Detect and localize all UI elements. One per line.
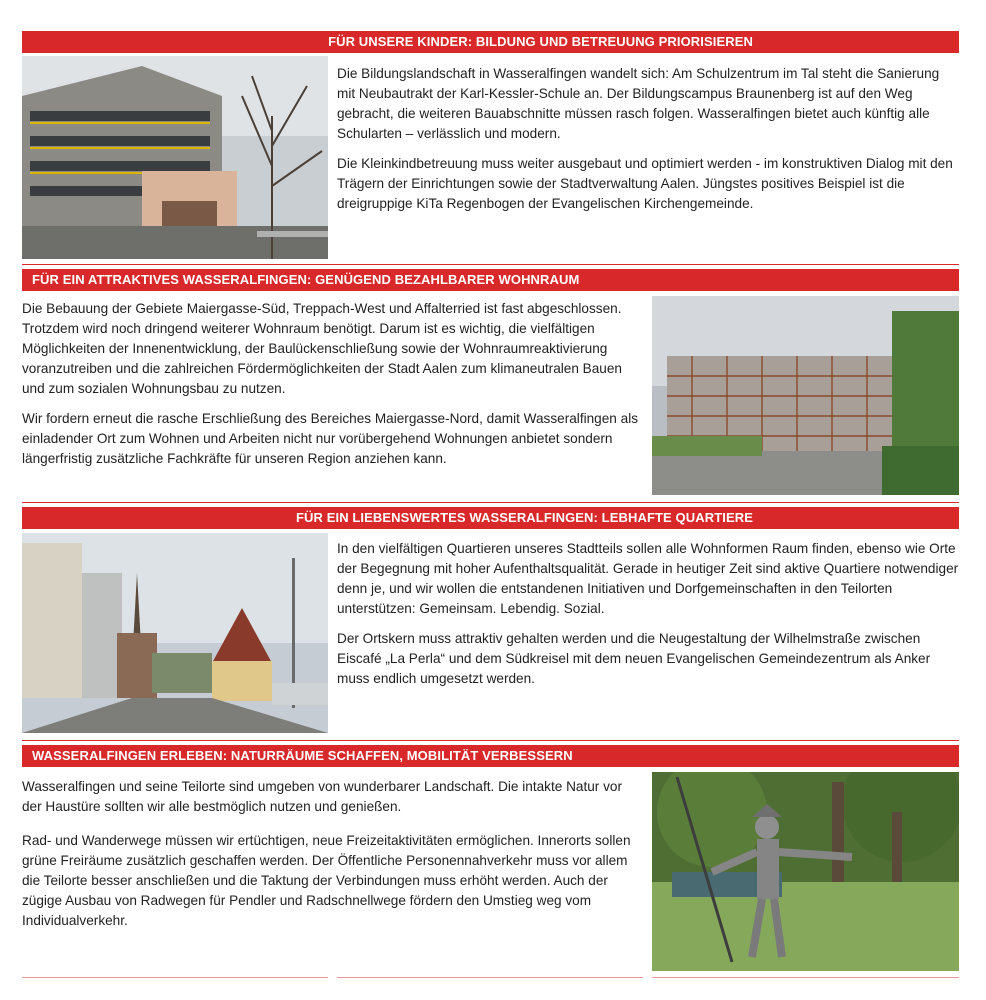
- section-housing: [22, 269, 959, 499]
- section-quarters: [22, 507, 959, 737]
- section-divider: [22, 264, 959, 265]
- section-text: [22, 777, 640, 941]
- section-text: [337, 539, 959, 699]
- section-text: [22, 299, 640, 479]
- park-statue-photo: [652, 772, 959, 971]
- footer-divider-middle: [337, 977, 643, 978]
- section-heading: FÜR EIN ATTRAKTIVES WASSERALFINGEN: GENÜGEND BEZAHLBARER WOHNRAUM: [22, 269, 959, 291]
- construction-site-photo: [652, 296, 959, 495]
- section-text: [337, 64, 959, 224]
- footer-divider-right: [652, 977, 959, 978]
- paragraph: Die Kleinkindbetreuung muss weiter ausgebaut und optimiert werden - im konstruktiven Dialog mit den Trägern der Einrichtungen sowie der Stadtverwaltung Aalen. Jüngstes positives Beispiel ist die dreigruppige KiTa Regenbogen der Evangelischen Kirchengemeinde.: [337, 156, 953, 211]
- paragraph: Die Bildungslandschaft in Wasseralfingen wandelt sich: Am Schulzentrum im Tal steht die Sanierung mit Neubautrakt der Karl-Kessler-Schule an. Der Bildungscampus Braunenberg ist auf den Weg gebracht, die weiteren Bauabschnitte müssen rasch folgen. Wasseralfingen bietet auch künftig alle Schularten – verlässlich und modern.: [337, 66, 940, 141]
- section-nature: [22, 745, 959, 975]
- paragraph: Wasseralfingen und seine Teilorte sind umgeben von wunderbarer Landschaft. Die intakte Natur vor der Haustüre sollten wir alle bestmöglich nutzen und genießen.: [22, 779, 622, 814]
- section-divider: [22, 740, 959, 741]
- paragraph: Die Bebauung der Gebiete Maiergasse-Süd, Treppach-West und Affalterried ist fast abgeschlossen. Trotzdem wird noch dringend weiterer Wohnraum benötigt. Darum ist es wichtig, die vielfältigen Möglichkeiten der Innenentwicklung, der Baulückenschließung sowie der Wohnraumreaktivierung voranzutreiben und die zahlreichen Fördermöglichkeiten der Stadt Aalen zum klimaneutralen Bauen und zum sozialen Wohnungsbau zu nutzen.: [22, 301, 622, 396]
- section-heading: WASSERALFINGEN ERLEBEN: NATURRÄUME SCHAFFEN, MOBILITÄT VERBESSERN: [22, 745, 959, 767]
- paragraph: Der Ortskern muss attraktiv gehalten werden und die Neugestaltung der Wilhelmstraße zwischen Eiscafé „La Perla“ und dem Südkreisel mit dem neuen Evangelischen Gemeindezentrum als Anker muss endlich umgesetzt werden.: [337, 631, 931, 686]
- school-building-photo: [22, 56, 328, 259]
- section-heading: FÜR EIN LIEBENSWERTES WASSERALFINGEN: LEBHAFTE QUARTIERE: [22, 507, 959, 529]
- section-education: [22, 31, 959, 263]
- paragraph: In den vielfältigen Quartieren unseres Stadtteils sollen alle Wohnformen Raum finden, ebenso wie Orte der Begegnung mit hoher Aufenthaltsqualität. Gerade in heutiger Zeit sind aktive Quartiere notwendiger denn je, und wir wollen die entstandenen Initiativen und Dorfgemeinschaften in den Teilorten unterstützen: Gemeinsam. Lebendig. Sozial.: [337, 541, 959, 616]
- section-divider: [22, 502, 959, 503]
- street-church-photo: [22, 533, 328, 733]
- paragraph: Wir fordern erneut die rasche Erschließung des Bereiches Maiergasse-Nord, damit Wasseralfingen als einladender Ort zum Wohnen und Arbeiten nicht nur vorübergehend Wohnungen anbietet sondern längerfristig zusätzliche Fachkräfte für unseren Region anziehen kann.: [22, 411, 639, 466]
- section-heading: FÜR UNSERE KINDER: BILDUNG UND BETREUUNG PRIORISIEREN: [22, 31, 959, 53]
- footer-divider-left: [22, 977, 328, 978]
- paragraph: Rad- und Wanderwege müssen wir ertüchtigen, neue Freizeitaktivitäten ermöglichen. Innerorts sollen grüne Freiräume zusätzlich geschaffen werden. Der Öffentliche Personennahverkehr muss vor allem die Teilorte besser anschließen und die Taktung der Verbindungen muss erhöht werden. Auch der zügige Ausbau von Radwegen für Pendler und Radschnellwege fördern den Umstieg weg vom Individualverkehr.: [22, 833, 631, 928]
